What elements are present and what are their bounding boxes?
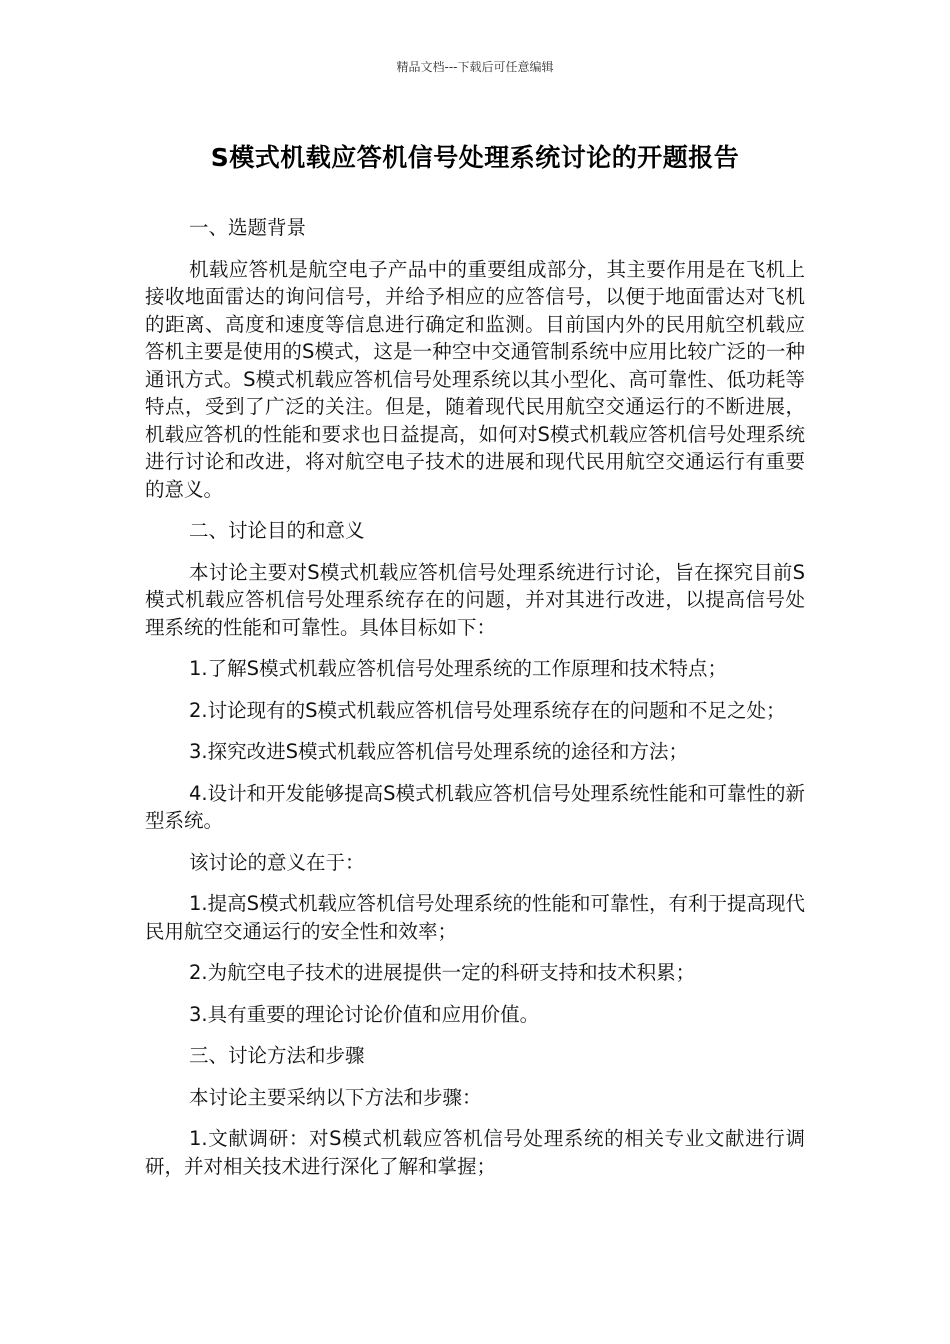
paragraph-significance-intro: 该讨论的意义在于： <box>189 850 365 874</box>
list-item-significance-3: 3.具有重要的理论讨论价值和应用价值。 <box>189 1002 540 1026</box>
section-heading-purpose: 二、讨论目的和意义 <box>189 519 365 542</box>
list-item-goal-3: 3.探究改进S模式机载应答机信号处理系统的途径和方法； <box>189 740 688 763</box>
section-heading-methods: 三、讨论方法和步骤 <box>189 1044 365 1067</box>
paragraph-methods-intro: 本讨论主要采纳以下方法和步骤： <box>189 1085 482 1109</box>
section-heading-background: 一、选题背景 <box>189 216 307 239</box>
list-item-significance-2: 2.为航空电子技术的进展提供一定的科研支持和技术积累； <box>189 961 696 984</box>
document-body <box>145 214 805 1180</box>
list-item-method-1: 1.文献调研：对S模式机载应答机信号处理系统的相关专业文献进行调研，并对相关技术进行深化了解和掌握； <box>145 1127 805 1178</box>
list-item-goal-2: 2.讨论现有的S模式机载应答机信号处理系统存在的问题和不足之处； <box>189 698 786 722</box>
list-item-goal-1: 1.了解S模式机载应答机信号处理系统的工作原理和技术特点； <box>189 657 727 680</box>
paragraph-background: 机载应答机是航空电子产品中的重要组成部分，其主要作用是在飞机上接收地面雷达的询问信号，并给予相应的应答信号，以便于地面雷达对飞机的距离、高度和速度等信息进行确定和监测。目前国内外的民用航空机载应答机主要是使用的S模式，这是一种空中交通管制系统中应用比较广泛的一种通讯方式。S模式机载应答机信号处理系统以其小型化、高可靠性、低功耗等特点，受到了广泛的关注。但是，随着现代民用航空交通运行的不断进展，机载应答机的性能和要求也日益提高，如何对S模式机载应答机信号处理系统进行讨论和改进，将对航空电子技术的进展和现代民用航空交通运行有重要的意义。 <box>145 257 805 501</box>
list-item-significance-1: 1.提高S模式机载应答机信号处理系统的性能和可靠性，有利于提高现代民用航空交通运行的安全性和效率； <box>145 892 805 943</box>
header-note: 精品文档---下载后可任意编辑 <box>396 60 554 74</box>
document-title: S模式机载应答机信号处理系统讨论的开题报告 <box>210 143 740 172</box>
list-item-goal-4: 4.设计和开发能够提高S模式机载应答机信号处理系统性能和可靠性的新型系统。 <box>145 781 805 832</box>
paragraph-purpose-intro: 本讨论主要对S模式机载应答机信号处理系统进行讨论，旨在探究目前S模式机载应答机信号处理系统存在的问题，并对其进行改进，以提高信号处理系统的性能和可靠性。具体目标如下： <box>145 560 805 639</box>
